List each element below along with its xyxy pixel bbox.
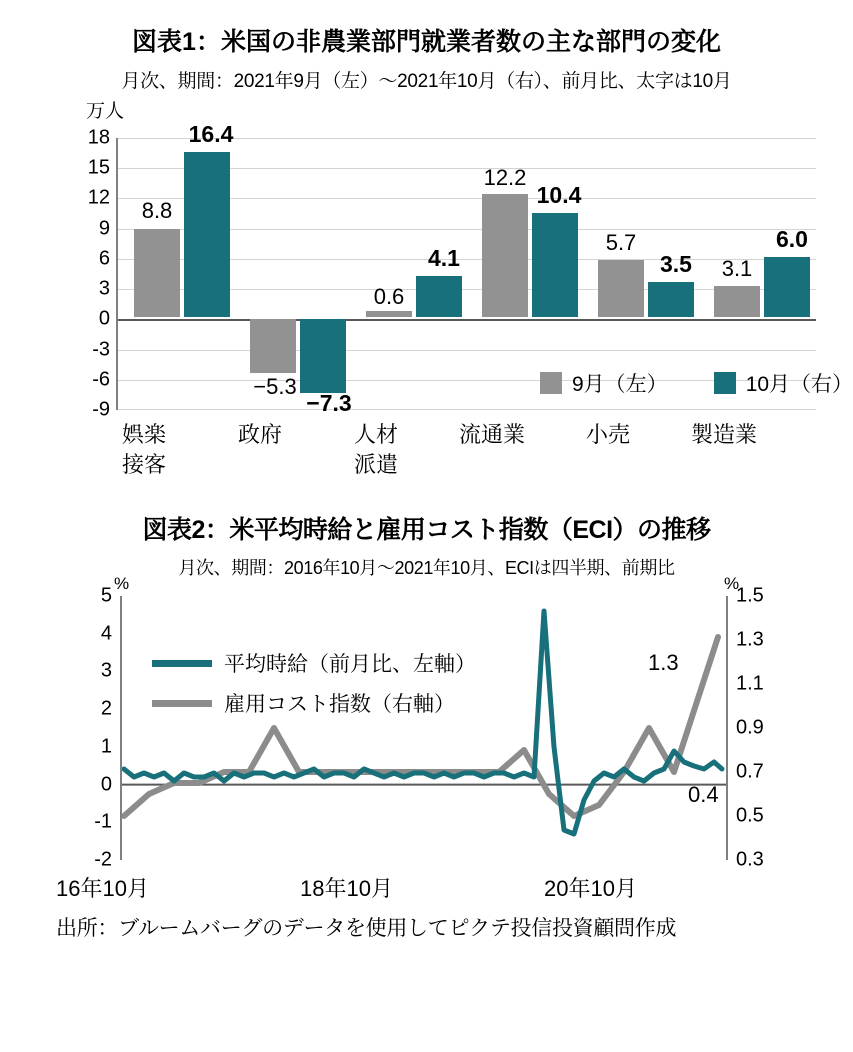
bar-sep	[366, 311, 412, 317]
bar-sep	[714, 286, 760, 317]
legend-swatch-sep-icon	[540, 372, 562, 394]
y-tick: 12	[87, 186, 110, 209]
bar-value-label: 10.4	[536, 182, 582, 208]
y-tick: 0.9	[736, 716, 764, 739]
bar-oct	[532, 213, 578, 318]
x-tick-label: 16年10月	[56, 876, 149, 901]
figure-2-left-axis-unit: %	[114, 574, 130, 593]
y-tick: 0.5	[736, 804, 764, 827]
bar-value-label: −5.3	[253, 374, 297, 399]
x-category-label: 小売	[585, 422, 630, 447]
figure-1-subtitle: 月次、期間：2021年9月（左）〜2021年10月（右）、前月比、太字は10月	[121, 71, 732, 92]
figure-2-right-axis-unit: %	[724, 574, 740, 593]
y-tick: 3	[100, 659, 112, 682]
y-tick: 1	[100, 735, 112, 758]
legend-item-hourly	[152, 648, 476, 678]
figure-1	[0, 0, 853, 500]
bar-value-label: 3.5	[660, 251, 692, 277]
y-tick: -1	[94, 810, 112, 833]
bar-oct	[184, 152, 230, 317]
bar-sep	[482, 194, 528, 317]
bar-oct	[648, 282, 694, 317]
annotation-hourly-last: 0.4	[688, 782, 719, 807]
y-tick: 0	[98, 307, 110, 330]
y-tick: -2	[94, 848, 112, 871]
bar-sep	[250, 319, 296, 372]
y-tick: 5	[100, 584, 112, 607]
legend-line-eci-icon	[152, 700, 212, 707]
bar-group	[126, 121, 240, 410]
bar-value-label: 12.2	[483, 165, 527, 190]
y-tick: 3	[98, 277, 110, 300]
y-tick: 15	[87, 156, 110, 179]
y-tick: 1.5	[736, 584, 764, 607]
legend-label-eci: 雇用コスト指数（右軸）	[224, 693, 455, 716]
figure-2-line-svg	[122, 596, 726, 860]
figure-2-subtitle: 月次、期間：2016年10月〜2021年10月、ECIは四半期、前期比	[178, 558, 675, 578]
y-tick: 4	[100, 622, 112, 645]
bar-value-label: 4.1	[428, 245, 460, 271]
y-tick: 0.7	[736, 760, 764, 783]
y-tick: 1.3	[736, 628, 764, 651]
source-note: 出所：ブルームバーグのデータを使用してピクテ投信投資顧問作成	[56, 917, 677, 940]
legend-label-hourly: 平均時給（前月比、左軸）	[224, 653, 476, 676]
x-category-label: 政府	[237, 422, 282, 447]
y-tick: -9	[92, 398, 110, 421]
figure-1-unit-label: 万人	[86, 101, 125, 122]
legend-label-sep: 9月（左）	[572, 373, 668, 396]
x-tick-label: 18年10月	[300, 876, 393, 901]
bar-value-label: 0.6	[373, 284, 405, 309]
y-tick: 2	[100, 697, 112, 720]
bar-group	[358, 138, 472, 410]
legend-item-eci	[152, 688, 476, 718]
figure-2-title: 図表2：米平均時給と雇用コスト指数（ECI）の推移	[142, 516, 711, 544]
bar-value-label: 8.8	[141, 198, 173, 223]
legend-line-hourly-icon	[152, 660, 212, 667]
y-tick: 0	[100, 773, 112, 796]
figure-1-legend	[540, 368, 853, 398]
bar-group	[242, 138, 356, 416]
y-tick: 9	[98, 217, 110, 240]
figure-2-plot-area	[120, 596, 728, 860]
y-tick: 1.1	[736, 672, 764, 695]
x-category-label: 娯楽 接客	[121, 422, 166, 477]
figure-1-title: 図表1：米国の非農業部門就業者数の主な部門の変化	[132, 28, 721, 56]
x-category-label: 人材 派遣	[353, 422, 398, 477]
figure-2-left-y-labels	[56, 584, 112, 871]
bar-sep	[134, 229, 180, 318]
y-tick: 0.3	[736, 848, 764, 871]
figure-2	[0, 500, 853, 1052]
figure-1-y-axis-labels	[48, 126, 110, 421]
y-tick: 6	[98, 247, 110, 270]
figure-2-legend	[152, 648, 476, 728]
legend-swatch-oct-icon	[714, 372, 736, 394]
y-tick: -6	[92, 368, 110, 391]
bar-value-label: −7.3	[306, 390, 352, 416]
x-category-label: 流通業	[458, 422, 525, 447]
legend-label-oct: 10月（右）	[745, 373, 853, 396]
annotation-eci-last: 1.3	[648, 650, 679, 675]
bar-value-label: 16.4	[188, 121, 234, 147]
y-tick: -3	[92, 338, 110, 361]
y-tick: 18	[87, 126, 110, 149]
x-tick-label: 20年10月	[544, 876, 637, 901]
bar-value-label: 5.7	[605, 230, 637, 255]
x-category-label: 製造業	[690, 422, 757, 447]
bar-value-label: 6.0	[776, 226, 808, 252]
bar-value-label: 3.1	[721, 256, 753, 281]
figure-2-right-y-labels	[736, 584, 806, 871]
